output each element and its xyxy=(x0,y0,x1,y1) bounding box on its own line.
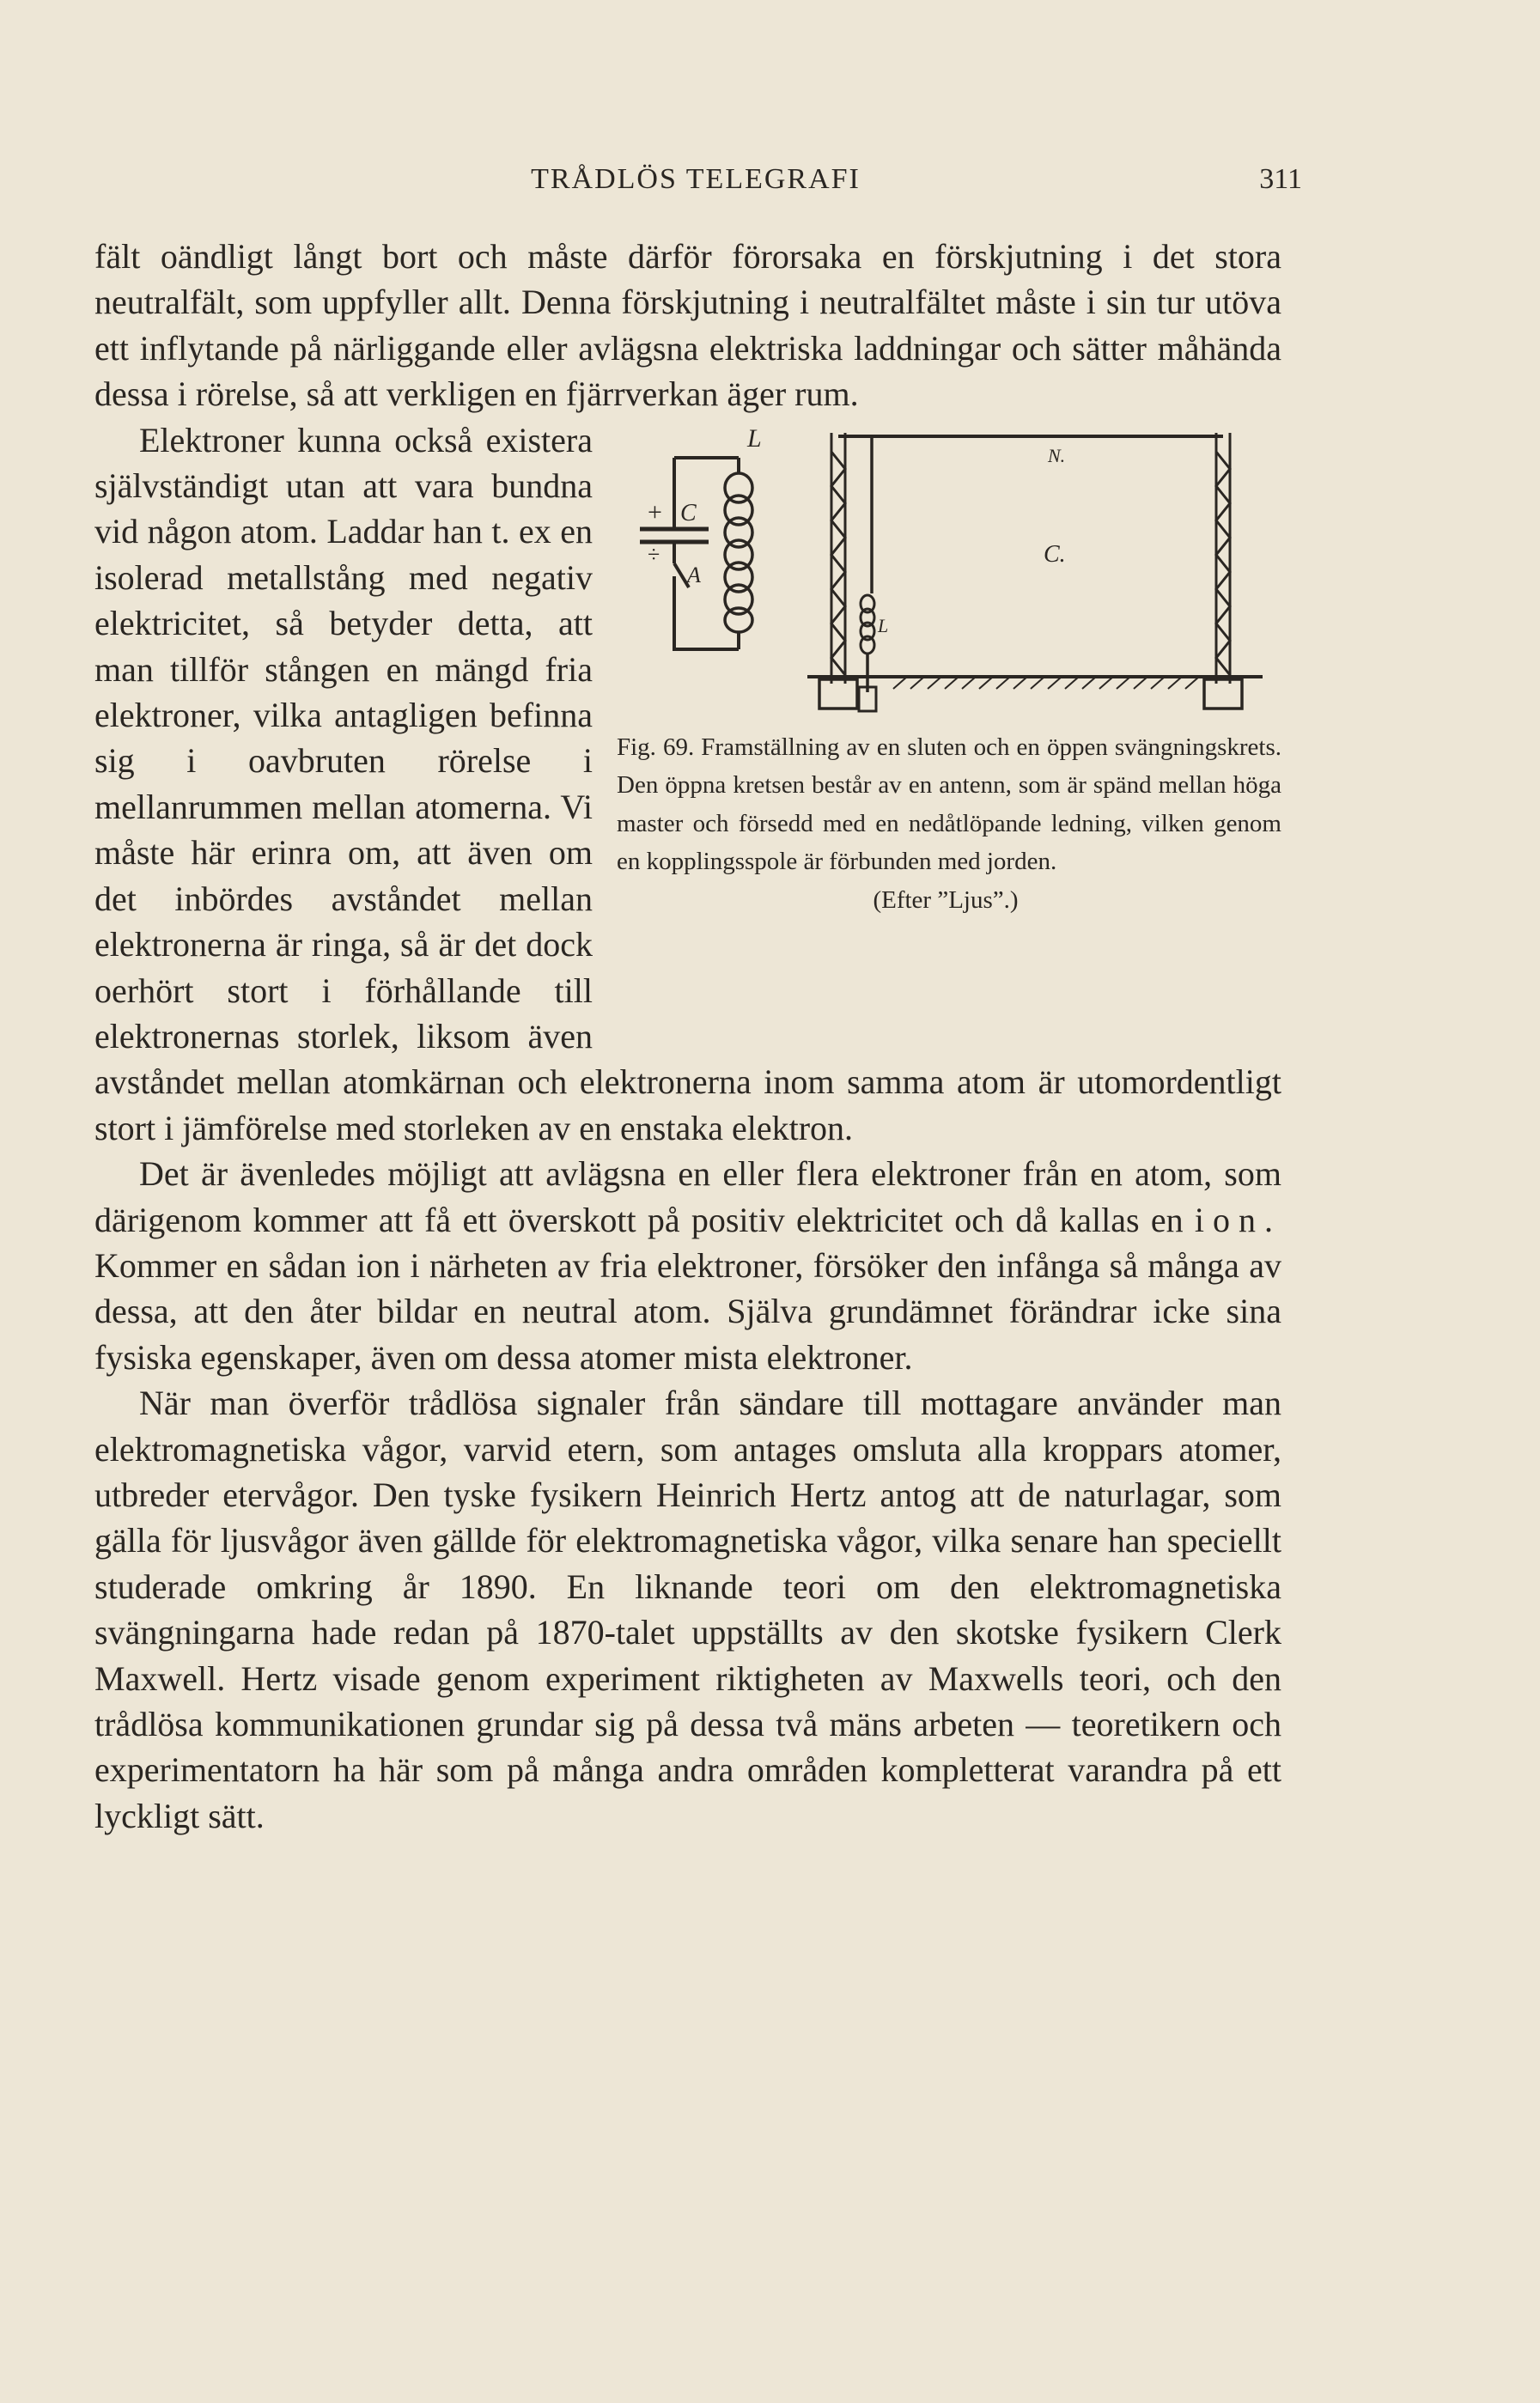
paragraph-1: fält oändligt långt bort och måste därför förorsaka en förskjutning i det stora neutralfält, som uppfyller allt. Denna förskjutning i neutralfältet måste i sin tur utöva ett inflytande på närliggande eller avlägsna elektriska laddningar och sätter måhända dessa i rörelse, så att verkligen en fjärrverkan äger rum. xyxy=(94,237,1281,414)
paragraph-3 xyxy=(94,1151,1281,1380)
label-minus: ÷ xyxy=(648,541,660,567)
running-title: TRÅDLÖS TELEGRAFI xyxy=(531,163,861,195)
circuit-diagram xyxy=(610,426,1281,718)
paragraph-3-end: Kommer en sådan ion i närheten av fria elektroner, försöker den infånga så många av dessa, att den åter bildar en neutral atom. Själva grundämnet förändrar icke sina fysiska egenskaper, även om dessa atomer mista elektroner. xyxy=(94,1245,1281,1377)
label-closed-coil: L xyxy=(747,425,762,453)
figure-credit: (Efter ”Ljus”.) xyxy=(873,885,1019,914)
closed-circuit-coil xyxy=(725,473,752,632)
page-header xyxy=(94,163,1302,206)
figure-69 xyxy=(610,426,1281,1040)
right-mast-foot xyxy=(1204,679,1242,709)
closed-circuit-wire xyxy=(674,458,739,649)
coupling-coil xyxy=(861,595,874,654)
right-mast xyxy=(1216,433,1230,684)
left-mast-foot xyxy=(819,679,857,709)
left-mast xyxy=(831,433,845,684)
label-coupling-coil: L xyxy=(878,614,889,636)
ground-hatching xyxy=(893,677,1199,689)
label-spark-gap: A xyxy=(687,562,701,587)
body-text xyxy=(94,234,1281,1839)
label-capacitor: C xyxy=(680,499,697,526)
paragraph-3-start: Det är ävenledes möjligt att avlägsna en eller flera elektroner från en atom, som därigenom kommer att få ett överskott på positiv elektricitet och då kallas en xyxy=(94,1154,1281,1239)
label-open-capacity: C. xyxy=(1044,540,1066,568)
ion-term: ion. xyxy=(1194,1200,1282,1239)
paragraph-2: Elektroner kunna också existera självständigt utan att vara bundna vid någon atom. Laddar han t. ex en isolerad metallstång med negativ elektricitet, så betyder detta, att man tillför stången en mängd fria elektroner, vilka antagligen befinna sig i oavbruten rörelse i mellanrummen mellan atomerna. Vi måste här erinra om, att även om det inbördes avståndet mellan elektronerna är ringa, så är det dock oerhört stort i förhållande till elektronernas storlek, liksom även avståndet mellan atomkärnan och elektronerna inom samma atom är utomordentligt stort i jämförelse med storleken av en enstaka elektron. xyxy=(94,420,1281,1147)
paragraph-4: När man överför trådlösa signaler från sändare till mottagare använder man elektromagnetiska vågor, varvid etern, som antages omsluta alla kroppars atomer, utbreder etervågor. Den tyske fysikern Heinrich Hertz antog att de naturlagar, som gälla för ljusvågor även gällde för elektromagnetiska vågor, vilka senare han speciellt studerade omkring år 1890. En liknande teori om den elektromagnetiska svängningarna hade redan på 1870-talet uppställts av den skotske fysikern Clerk Maxwell. Hertz visade genom experiment riktigheten av Maxwells teori, och den trådlösa kommunikationen grundar sig på dessa två mäns arbeten — teoretikern och experimentatorn ha här som på många andra områden kompletterat varandra på ett lyckligt sätt. xyxy=(94,1384,1281,1835)
figure-caption: Fig. 69. Framställning av en sluten och en öppen svängningskrets. Den öppna kretsen består av en antenn, som är spänd mellan höga master och försedd med en nedåtlöpande ledning, vilken genom en kopplingsspole är förbunden med jorden. xyxy=(617,733,1281,876)
page-number: 311 xyxy=(1259,163,1302,195)
label-antenna: N. xyxy=(1048,444,1066,466)
label-plus: + xyxy=(648,497,662,526)
